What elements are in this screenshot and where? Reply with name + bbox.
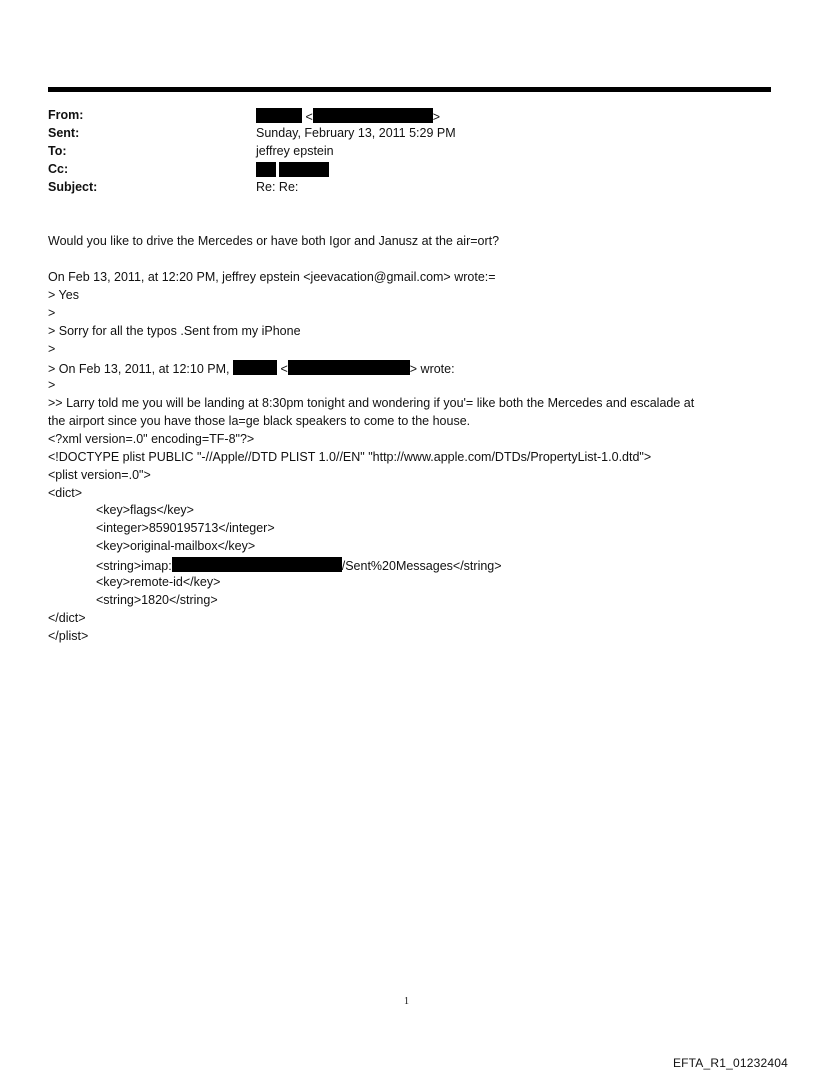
quote-suffix: > wrote: (409, 362, 455, 376)
quote-lt: < (280, 362, 288, 376)
redaction-block (172, 557, 342, 572)
imap-prefix: <string>imap: (96, 559, 172, 573)
body-line: </dict> (48, 611, 86, 625)
from-label: From: (48, 108, 84, 122)
quote-prefix: > On Feb 13, 2011, at 12:10 PM, (48, 362, 230, 376)
from-lt: < (305, 110, 313, 124)
redaction-block (279, 162, 329, 177)
body-line: > Yes (48, 288, 79, 302)
body-line: > (48, 378, 56, 392)
body-line: <integer>8590195713</integer> (96, 521, 275, 535)
body-line: <key>remote-id</key> (96, 575, 221, 589)
subject-label: Subject: (48, 180, 98, 194)
body-line: <string>1820</string> (96, 593, 218, 607)
body-line: > (48, 306, 56, 320)
sent-value: Sunday, February 13, 2011 5:29 PM (256, 126, 456, 140)
to-value: jeffrey epstein (256, 144, 334, 158)
body-line: the airport since you have those la=ge black speakers to come to the house. (48, 414, 471, 428)
cc-value (256, 162, 329, 178)
imap-suffix: /Sent%20Messages</string> (341, 559, 502, 573)
body-line: <key>original-mailbox</key> (96, 539, 256, 553)
from-value (256, 108, 440, 124)
body-line (96, 557, 502, 573)
redaction-block (256, 162, 276, 177)
body-line: </plist> (48, 629, 89, 643)
bates-number: EFTA_R1_01232404 (672, 1056, 788, 1070)
body-line: On Feb 13, 2011, at 12:20 PM, jeffrey epstein <jeevacation@gmail.com> wrote:= (48, 270, 496, 284)
body-line: > (48, 342, 56, 356)
body-line: <?xml version=.0" encoding=TF-8"?> (48, 432, 255, 446)
to-label: To: (48, 144, 67, 158)
header-rule (48, 87, 771, 92)
body-line: <dict> (48, 486, 83, 500)
redaction-block (233, 360, 277, 375)
body-line: >> Larry told me you will be landing at 8:30pm tonight and wondering if you'= like both the Mercedes and escalade at (48, 396, 695, 410)
redaction-block (256, 108, 302, 123)
redaction-block (288, 360, 410, 375)
page-number: 1 (404, 996, 409, 1007)
body-line (48, 360, 455, 376)
body-line: <key>flags</key> (96, 503, 194, 517)
cc-label: Cc: (48, 162, 69, 176)
body-line: Would you like to drive the Mercedes or have both Igor and Janusz at the air=ort? (48, 234, 500, 248)
body-line: <!DOCTYPE plist PUBLIC "-//Apple//DTD PLIST 1.0//EN" "http://www.apple.com/DTDs/PropertyList-1.0.dtd"> (48, 450, 652, 464)
from-gt: > (432, 110, 441, 124)
body-line: <plist version=.0"> (48, 468, 151, 482)
subject-value: Re: Re: (256, 180, 299, 194)
body-line: > Sorry for all the typos .Sent from my iPhone (48, 324, 301, 338)
sent-label: Sent: (48, 126, 80, 140)
redaction-block (313, 108, 433, 123)
